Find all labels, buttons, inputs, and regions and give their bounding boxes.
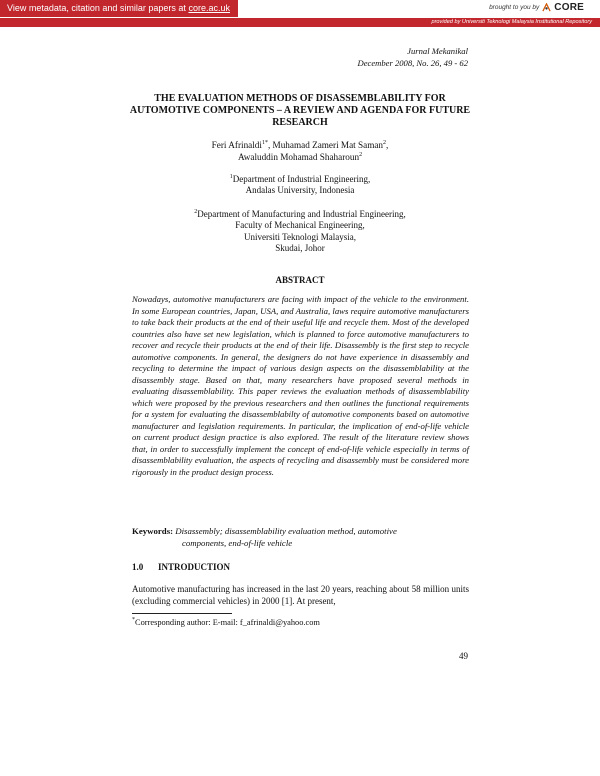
introduction-paragraph: Automotive manufacturing has increased in the last 20 years, reaching about 58 million units (excluding commercial vehicles) in 2000 [1]. At present, [132, 584, 469, 606]
affiliation-line: Skudai, Johor [275, 243, 325, 254]
core-brought-text: brought to you by [489, 4, 540, 11]
core-provided-by[interactable]: provided by Universiti Teknologi Malaysia Institutional Repository [0, 18, 600, 27]
author-separator: , [386, 140, 389, 150]
abstract-text: Nowadays, automotive manufacturers are facing with impact of the vehicle to the environment. In some European countries, Japan, USA, and Australia, laws require automotive manufacturers to take back their products at the end of their useful life and recycle them. Most of the developed countries also have set new legislation, which is planned to force automotive manufacturers to recover and recycle their products at the end of their life. Disassembly is the first step to recycle automotive components. In general, the designers do not have experience in disassembly and recycling to determine the impact of various design aspects on the disassemblability at the disassembly stage. Based on that, many researchers have proposed several methods in evaluating disassemblability. This paper reviews the evaluation methods of disassemblability which were proposed by the previous researchers and then outlines the functional requirements for a system for evaluating the disassemblabilty of automotive components based on automotive manufacturer and legislation requirements. In particular, the implication of end-of-life vehicle on current product design practice is also explored. The result of the literature review shows that, in order to successfully implement the concept of end-of-life vehicle especially in terms of disassemblability evaluation, the aspects of recycling and disassembly must be considered more rigorously in the product design process. [132, 294, 469, 477]
author-name: , Muhamad Zameri Mat Saman [267, 140, 384, 150]
affiliation-line: Faculty of Mechanical Engineering, [235, 220, 365, 231]
journal-issue: December 2008, No. 26, 49 - 62 [357, 57, 468, 68]
affiliation-1 [128, 174, 472, 197]
section-number: 1.0 [132, 562, 144, 572]
journal-name: Jurnal Mekanikal [407, 46, 468, 56]
affiliation-2 [128, 209, 472, 255]
affiliation-line: Andalas University, Indonesia [245, 185, 355, 196]
core-metadata-link-box[interactable] [0, 0, 238, 17]
author-superscript: 2 [359, 152, 363, 158]
keywords-text: Disassembly; disassemblability evaluation method, automotive [173, 526, 397, 536]
core-header-bar [0, 0, 600, 26]
author-list [128, 139, 472, 163]
paper-title: THE EVALUATION METHODS OF DISASSEMBLABILITY FOR AUTOMOTIVE COMPONENTS – A REVIEW AND AGENDA FOR FUTURE RESEARCH [129, 93, 471, 128]
core-logo-icon [542, 3, 551, 12]
keywords [132, 526, 469, 549]
author-name: Awaluddin Mohamad Shaharoun [237, 152, 360, 162]
author-superscript: 2 [383, 140, 387, 146]
abstract-heading: ABSTRACT [275, 275, 325, 285]
author-superscript: 1* [261, 140, 268, 146]
footnote [132, 618, 320, 627]
affiliation-superscript: 2 [194, 209, 198, 215]
footnote-rule [132, 613, 232, 614]
journal-header [357, 46, 468, 69]
affiliation-line: Department of Industrial Engineering, [232, 174, 371, 184]
affiliation-superscript: 1 [229, 174, 233, 180]
keywords-label: Keywords: [132, 526, 174, 536]
footnote-text: Corresponding author: E-mail: f_afrinaldi@yahoo.com [135, 618, 320, 627]
core-view-text: View metadata, citation and similar papers at [7, 3, 189, 13]
page-number: 49 [459, 651, 468, 661]
section-title: INTRODUCTION [158, 562, 231, 572]
affiliation-line: Universiti Teknologi Malaysia, [244, 231, 356, 242]
footnote-marker: * [132, 617, 135, 623]
core-link[interactable]: core.ac.uk [188, 3, 230, 13]
core-logo: CORE [554, 2, 584, 13]
section-heading [132, 562, 230, 572]
author-name: Feri Afrinaldi [211, 140, 262, 150]
keywords-text-continued: components, end-of-life vehicle [182, 537, 293, 548]
affiliation-line: Department of Manufacturing and Industrial Engineering, [197, 209, 406, 219]
core-brought-by[interactable] [489, 2, 584, 13]
